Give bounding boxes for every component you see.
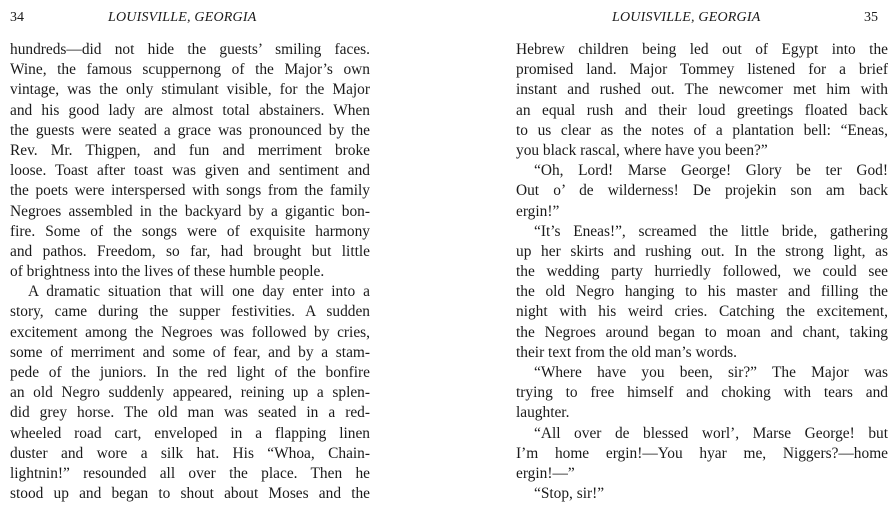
text-line: an equal rush and their loud greetings floated back bbox=[516, 101, 888, 119]
right-page-body-text bbox=[516, 40, 888, 504]
text-line: their text from the old man’s words. bbox=[516, 343, 737, 361]
text-line: Out o’ de wilderness! De projekin son am back bbox=[516, 182, 888, 200]
text-line: Rev. Mr. Thigpen, and fun and merriment broke bbox=[10, 141, 370, 159]
right-page-number: 35 bbox=[864, 10, 878, 25]
text-line: Hebrew children being led out of Egypt into the bbox=[516, 41, 888, 58]
text-line: the old Negro hanging to his master and filling the bbox=[516, 283, 888, 301]
text-line: to us clear as the notes of a plantation bell: “Eneas, bbox=[516, 121, 888, 139]
text-line: laughter. bbox=[516, 404, 570, 422]
text-line: “Oh, Lord! Marse George! Glory be ter God! bbox=[534, 162, 888, 180]
text-line: Wine, the famous scuppernong of the Major’s own bbox=[10, 61, 370, 79]
left-page-header bbox=[0, 10, 378, 28]
text-line: instant and rushed out. The newcomer met him with bbox=[516, 81, 888, 99]
text-line: the guests were seated a grace was pronounced by the bbox=[10, 121, 370, 139]
text-line: pede of the juniors. In the red light of the bonfire bbox=[10, 364, 370, 381]
text-line: an old Negro suddenly appeared, reining up a splen- bbox=[10, 384, 370, 402]
text-line: and pathos. Freedom, so far, had brought but little bbox=[10, 242, 370, 260]
text-line: lightnin!” resounded all over the place. Then he bbox=[10, 464, 370, 482]
text-line: you black rascal, where have you been?” bbox=[516, 141, 768, 159]
text-line: stood up and began to shout about Moses and the bbox=[10, 485, 370, 503]
text-line: fire. Some of the songs were of exquisite harmony bbox=[10, 222, 370, 240]
text-line: the poets were interspersed with songs from the family bbox=[10, 182, 370, 200]
text-line: promised land. Major Tommey listened for a brief bbox=[516, 61, 888, 79]
right-running-title: LOUISVILLE, GEORGIA bbox=[612, 10, 761, 25]
left-page-body-text bbox=[10, 40, 370, 504]
text-line: night with his weird cries. Catching the excitement, bbox=[516, 303, 888, 321]
text-line: ergin!” bbox=[516, 202, 560, 220]
text-line: I’m home ergin!—You hyar me, Niggers?—home bbox=[516, 444, 888, 462]
text-line: some of merriment and some of fear, and by a stam- bbox=[10, 343, 370, 361]
text-line: wheeled road cart, enveloped in a flapping linen bbox=[10, 424, 370, 442]
text-line: trying to free himself and choking with tears and bbox=[516, 384, 888, 402]
text-line: Negroes assembled in the backyard by a gigantic bon- bbox=[10, 202, 370, 220]
text-line: A dramatic situation that will one day enter into a bbox=[28, 283, 370, 301]
left-running-title: LOUISVILLE, GEORGIA bbox=[108, 10, 257, 25]
text-line: “It’s Eneas!”, screamed the little bride, gathering bbox=[534, 222, 888, 240]
right-page bbox=[512, 0, 888, 512]
text-line: the wedding party hurriedly followed, we could see bbox=[516, 263, 888, 281]
right-page-header bbox=[512, 10, 888, 28]
text-line: vintage, was the only stimulant visible, for the Major bbox=[10, 81, 370, 99]
text-line: the Negroes around began to moan and chant, taking bbox=[516, 323, 888, 341]
left-page bbox=[0, 0, 378, 512]
text-line: “Where have you been, sir?” The Major was bbox=[534, 364, 888, 381]
text-line: “Stop, sir!” bbox=[534, 485, 605, 503]
text-line: excitement among the Negroes was followed by cries, bbox=[10, 323, 370, 341]
text-line: story, came during the supper festivities. A sudden bbox=[10, 303, 370, 321]
text-line: hundreds—did not hide the guests’ smiling faces. bbox=[10, 41, 370, 58]
text-line: of brightness into the lives of these humble people. bbox=[10, 263, 325, 281]
text-line: duster and wore a silk hat. His “Whoa, Chain- bbox=[10, 444, 370, 462]
text-line: “All over de blessed worl’, Marse George! but bbox=[534, 424, 888, 442]
text-line: up her skirts and rushing out. In the strong light, as bbox=[516, 242, 888, 260]
text-line: ergin!—” bbox=[516, 464, 575, 482]
text-line: loose. Toast after toast was given and sentiment and bbox=[10, 162, 370, 180]
text-line: and his good lady are almost total abstainers. When bbox=[10, 101, 370, 119]
text-line: did grey horse. The old man was seated in a red- bbox=[10, 404, 370, 422]
left-page-number: 34 bbox=[10, 10, 24, 25]
